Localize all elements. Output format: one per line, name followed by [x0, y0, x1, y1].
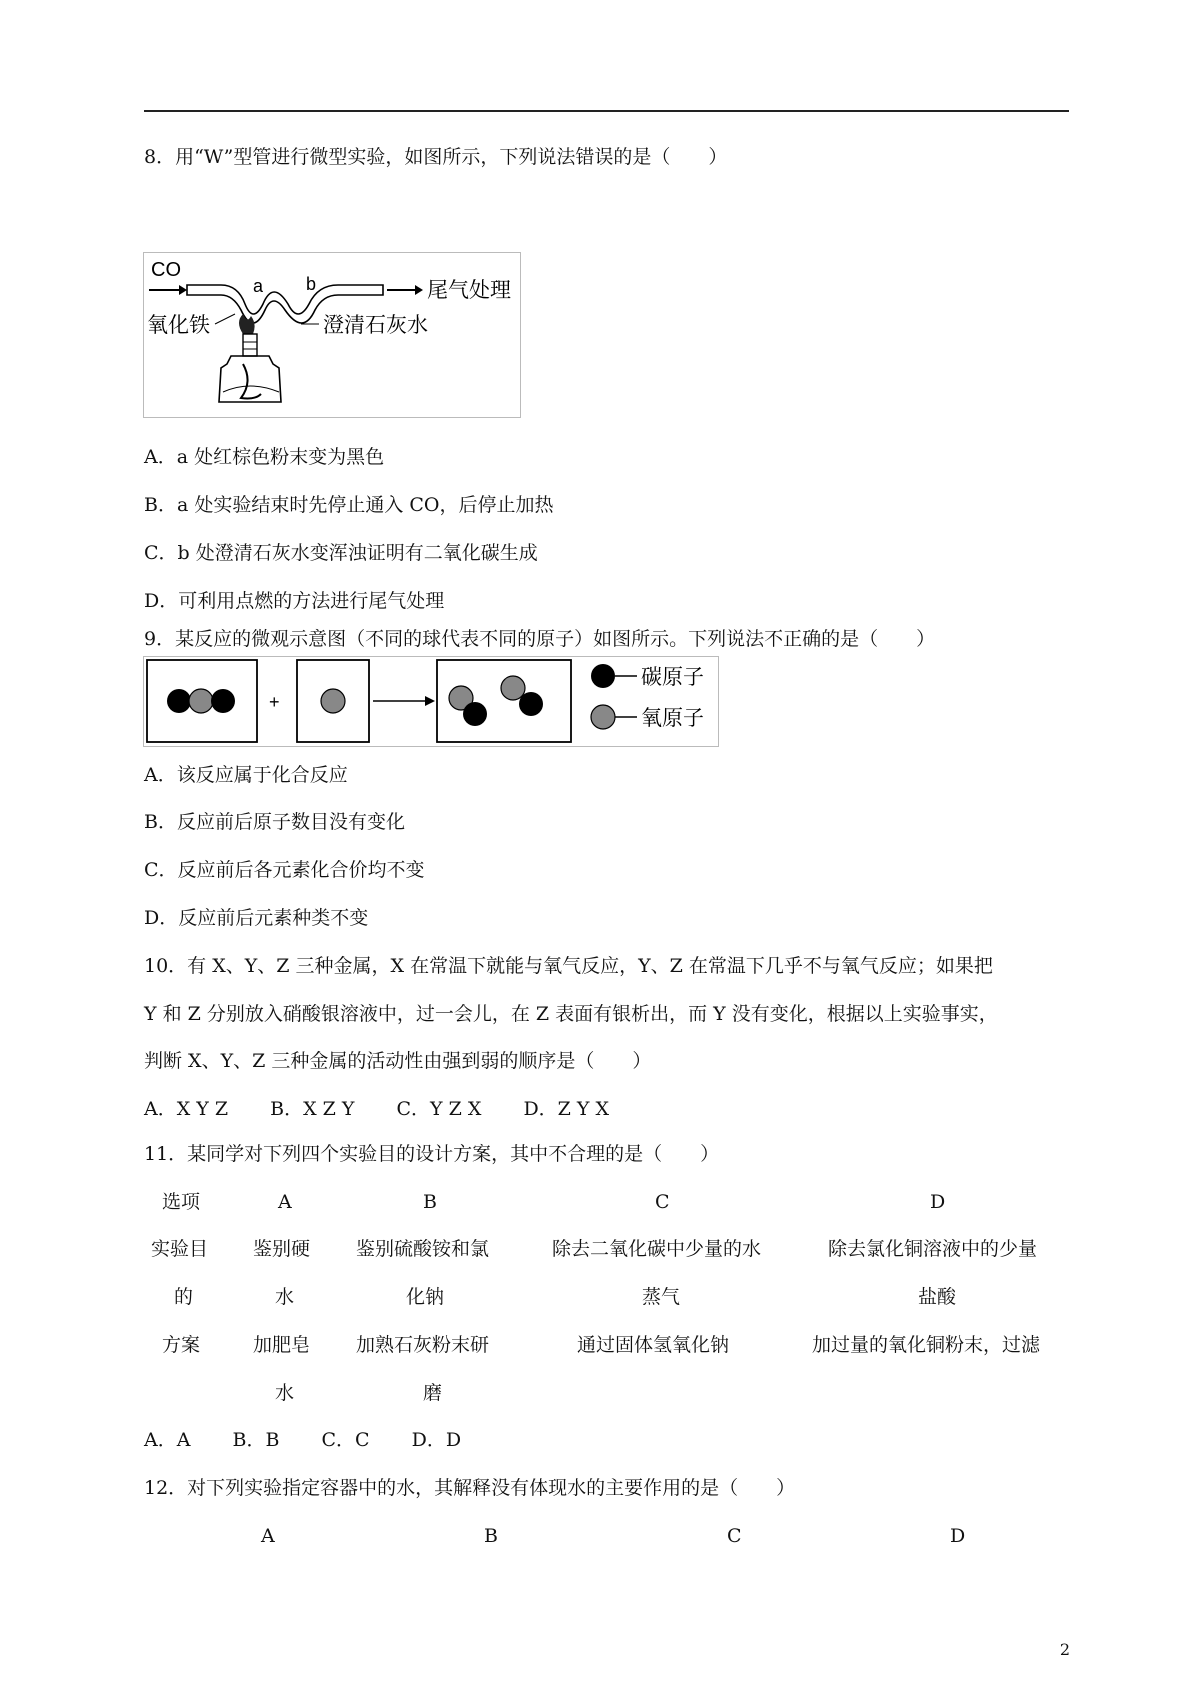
- table-purpose-d-1: 除去氯化铜溶液中的少量: [828, 1238, 1038, 1260]
- limewater-label: 澄清石灰水: [323, 313, 428, 337]
- legend-oxygen: 氧原子: [641, 706, 704, 730]
- q12-header-d: D: [950, 1525, 966, 1547]
- table-plan-a-1: 加肥皂: [253, 1334, 311, 1356]
- table-header-c: C: [655, 1191, 670, 1213]
- q10-stem-line3: 判断 X、Y、Z 三种金属的活动性由强到弱的顺序是（ ）: [144, 1050, 652, 1072]
- q9-reaction-figure: [143, 656, 719, 747]
- q11-option-c: C．C: [321, 1429, 370, 1451]
- q11-option-a: A．A: [144, 1429, 191, 1451]
- a-label: a: [253, 276, 264, 296]
- q10-option-a: A．X Y Z: [144, 1098, 229, 1120]
- q9-option-c: C．反应前后各元素化合价均不变: [144, 859, 425, 881]
- table-header-d: D: [930, 1191, 946, 1213]
- q12-stem: 12．对下列实验指定容器中的水，其解释没有体现水的主要作用的是（ ）: [144, 1477, 796, 1499]
- q10-option-d: D．Z Y X: [523, 1098, 610, 1120]
- q10-stem-line1: 10．有 X、Y、Z 三种金属，X 在常温下就能与氧气反应，Y、Z 在常温下几乎不与氧气反应；如果把: [144, 955, 993, 977]
- legend-carbon: 碳原子: [641, 665, 704, 689]
- table-purpose-c-2: 蒸气: [642, 1286, 681, 1308]
- table-header-option: 选项: [162, 1191, 201, 1213]
- table-header-b: B: [423, 1191, 437, 1213]
- table-purpose-d-2: 盐酸: [918, 1286, 957, 1308]
- page-number: 2: [1059, 1640, 1070, 1659]
- q11-option-b: B．B: [232, 1429, 280, 1451]
- table-plan-b-1: 加熟石灰粉末研: [356, 1334, 490, 1356]
- q8-option-c: C．b 处澄清石灰水变浑浊证明有二氧化碳生成: [144, 542, 538, 564]
- table-purpose-b-1: 鉴别硫酸铵和氯: [356, 1238, 490, 1260]
- q8-option-a: A．a 处红棕色粉末变为黑色: [144, 446, 385, 468]
- plus-sign: +: [269, 692, 280, 712]
- b-label: b: [306, 274, 317, 294]
- q9-option-a: A．该反应属于化合反应: [144, 764, 348, 786]
- q10-stem-line2: Y 和 Z 分别放入硝酸银溶液中，过一会儿，在 Z 表面有银析出，而 Y 没有变化，根据以上实验事实，: [144, 1003, 998, 1025]
- table-plan-d-1: 加过量的氧化铜粉末，过滤: [812, 1334, 1041, 1356]
- q8-option-b: B．a 处实验结束时先停止通入 CO，后停止加热: [144, 494, 554, 516]
- q11-options: [144, 1428, 497, 1452]
- tail-gas-label: 尾气处理: [427, 278, 511, 302]
- table-purpose-b-2: 化钠: [406, 1286, 445, 1308]
- q9-option-b: B．反应前后原子数目没有变化: [144, 811, 405, 833]
- q10-options: [144, 1097, 645, 1121]
- q8-w-tube-figure: [143, 252, 521, 418]
- q12-header-c: C: [727, 1525, 742, 1547]
- q9-stem: 9．某反应的微观示意图（不同的球代表不同的原子）如图所示。下列说法不正确的是（ ）: [144, 628, 936, 650]
- table-purpose-a-1: 鉴别硬: [253, 1238, 311, 1260]
- q10-option-c: C．Y Z X: [396, 1098, 482, 1120]
- reaction-diagram: [143, 656, 719, 747]
- q8-stem: 8．用“W”型管进行微型实验，如图所示，下列说法错误的是（ ）: [144, 146, 728, 168]
- table-purpose-c-1: 除去二氧化碳中少量的水: [552, 1238, 762, 1260]
- q8-option-d: D．可利用点燃的方法进行尾气处理: [144, 590, 445, 612]
- q12-header-b: B: [484, 1525, 498, 1547]
- table-plan-label: 方案: [162, 1334, 201, 1356]
- iron-oxide-label: 氧化铁: [147, 313, 210, 337]
- table-purpose-label-1: 实验目: [151, 1238, 209, 1260]
- table-header-a: A: [278, 1191, 292, 1213]
- q9-option-d: D．反应前后元素种类不变: [144, 907, 369, 929]
- w-tube-apparatus: [143, 252, 521, 418]
- q11-stem: 11．某同学对下列四个实验目的设计方案，其中不合理的是（ ）: [144, 1143, 720, 1165]
- header-rule: [144, 110, 1069, 112]
- q12-header-a: A: [261, 1525, 275, 1547]
- q10-option-b: B．X Z Y: [270, 1098, 355, 1120]
- table-plan-b-2: 磨: [423, 1382, 443, 1404]
- table-purpose-a-2: 水: [275, 1286, 295, 1308]
- table-plan-a-2: 水: [275, 1382, 295, 1404]
- table-plan-c-1: 通过固体氢氧化钠: [577, 1334, 730, 1356]
- q11-option-d: D．D: [411, 1429, 462, 1451]
- co-label: CO: [151, 259, 181, 281]
- table-purpose-label-2: 的: [174, 1286, 194, 1308]
